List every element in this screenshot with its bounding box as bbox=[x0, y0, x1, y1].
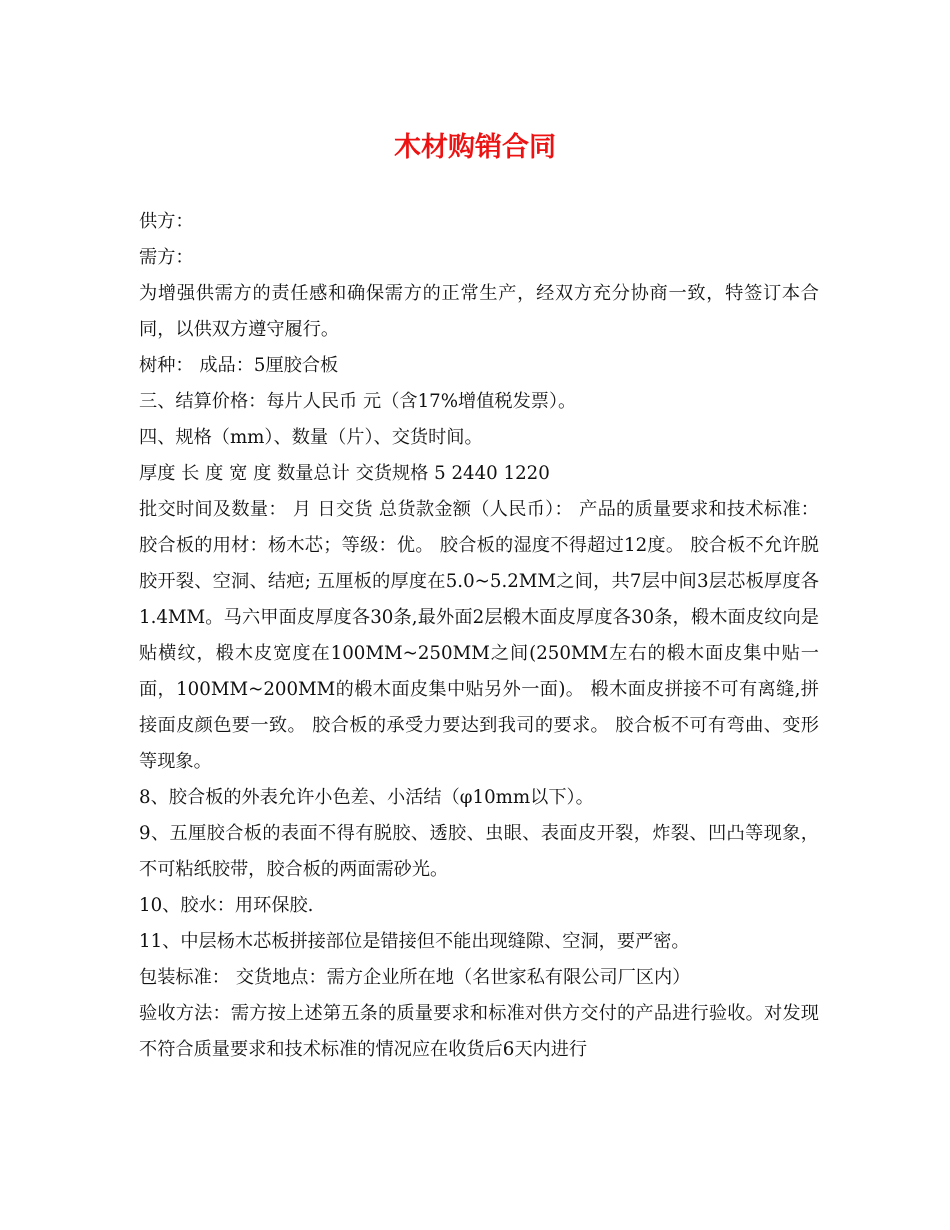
paragraph-preamble: 为增强供需方的责任感和确保需方的正常生产，经双方充分协商一致，特签订本合同，以供双方遵守履行。 bbox=[139, 283, 819, 340]
paragraph-spec-values: 厚度 长 度 宽 度 数量总计 交货规格 5 2440 1220 bbox=[139, 463, 550, 484]
paragraph-clause-10: 10、胶水：用环保胶. bbox=[139, 895, 314, 916]
paragraph-species-product: 树种： 成品：5厘胶合板 bbox=[139, 355, 339, 376]
paragraph-acceptance: 验收方法：需方按上述第五条的质量要求和标准对供方交付的产品进行验收。对发现不符合质量要求和技术标准的情况应在收货后6天内进行 bbox=[139, 1003, 819, 1060]
paragraph-spec-heading: 四、规格（mm）、数量（片）、交货时间。 bbox=[139, 427, 483, 448]
paragraph-price: 三、结算价格：每片人民币 元（含17%增值税发票）。 bbox=[139, 391, 577, 412]
paragraph-clause-9: 9、五厘胶合板的表面不得有脱胶、透胶、虫眼、表面皮开裂，炸裂、凹凸等现象，不可粘纸胶带，胶合板的两面需砂光。 bbox=[139, 823, 819, 880]
document-title: 木材购销合同 bbox=[394, 132, 556, 163]
document-body bbox=[139, 204, 819, 1068]
paragraph-packaging-delivery: 包装标准： 交货地点：需方企业所在地（名世家私有限公司厂区内） bbox=[139, 967, 691, 988]
paragraph-buyer: 需方： bbox=[139, 247, 194, 268]
paragraph-supplier: 供方： bbox=[139, 211, 194, 232]
paragraph-clause-11: 11、中层杨木芯板拼接部位是错接但不能出现缝隙、空洞，要严密。 bbox=[139, 931, 690, 952]
paragraph-quality-requirements: 批交时间及数量： 月 日交货 总货款金额（人民币）： 产品的质量要求和技术标准： 胶合板的用材：杨木芯；等级：优。 胶合板的湿度不得超过12度。 胶合板不允许脱胶开裂、空洞、结疤; 五厘板的厚度在5.0~5.2MM之间，共7层中间3层芯板厚度各1.4MM。马六甲面皮厚度各30条,最外面2层椴木面皮厚度各30条，椴木面皮纹向是贴横纹，椴木皮宽度在100MM~250MM之间(250MM左右的椴木面皮集中贴一面，100MM~200MM的椴木面皮集中贴另外一面)。 椴木面皮拼接不可有离缝,拼接面皮颜色要一致。 胶合板的承受力要达到我司的要求。 胶合板不可有弯曲、变形等现象。 bbox=[139, 499, 819, 772]
paragraph-clause-8: 8、胶合板的外表允许小色差、小活结（φ10mm以下）。 bbox=[139, 787, 594, 808]
